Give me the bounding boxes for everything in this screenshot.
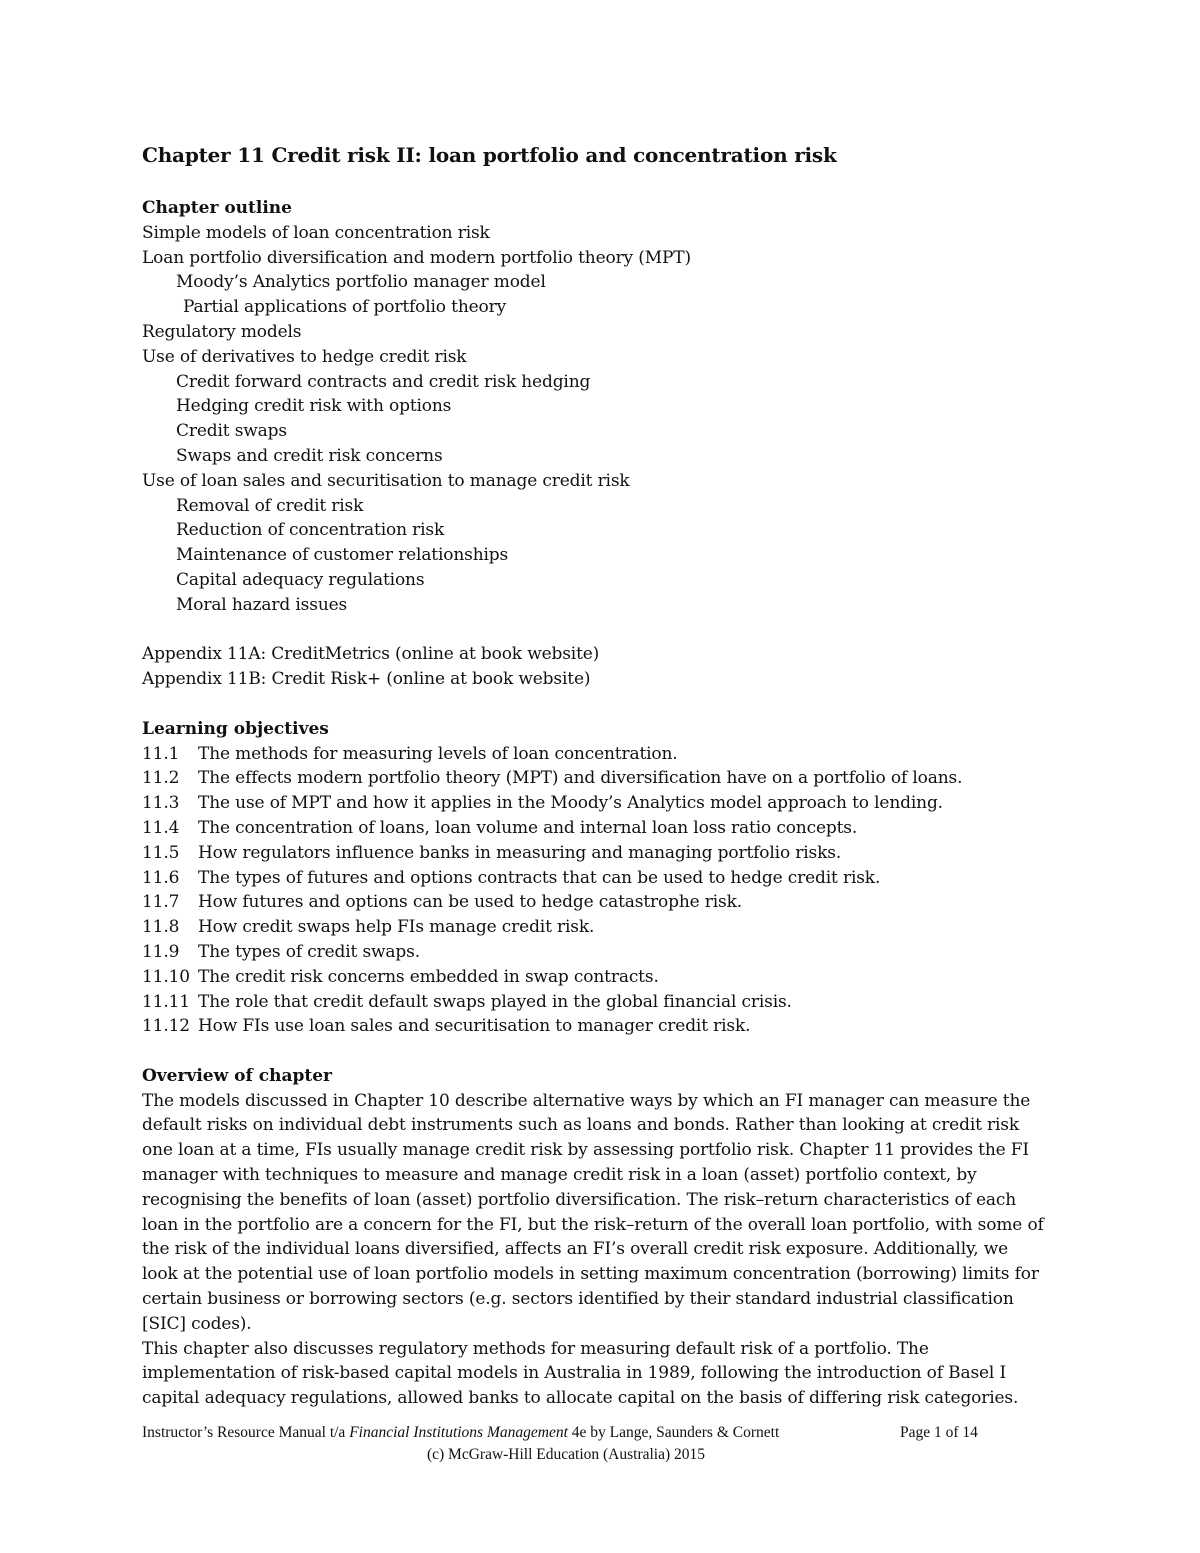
outline-item: Capital adequacy regulations [176, 569, 425, 590]
spacer [142, 618, 1072, 643]
outline-list [142, 221, 1072, 618]
objective-number: 11.12 [142, 1016, 190, 1037]
appendix-list [142, 642, 1072, 692]
overview-line: capital adequacy regulations, allowed banks to allocate capital on the basis of differing risk categories. [142, 1388, 1019, 1409]
overview-line: default risks on individual debt instruments such as loans and bonds. Rather than looking at credit risk [142, 1115, 1020, 1136]
objective-text: How FIs use loan sales and securitisation to manager credit risk. [198, 1016, 751, 1037]
objective-text: The credit risk concerns embedded in swap contracts. [198, 966, 659, 987]
objective-text: How credit swaps help FIs manage credit risk. [198, 917, 595, 938]
objective-number: 11.7 [142, 892, 180, 913]
document-page [142, 140, 1072, 1411]
footer-book-title: Financial Institutions Management [349, 1424, 568, 1441]
outline-item: Reduction of concentration risk [176, 520, 445, 541]
objectives-heading: Learning objectives [142, 718, 329, 739]
overview-heading: Overview of chapter [142, 1065, 332, 1086]
objective-row [142, 915, 1072, 940]
overview-line: This chapter also discusses regulatory methods for measuring default risk of a portfolio. The [142, 1338, 929, 1359]
spacer [142, 692, 1072, 717]
outline-item: Maintenance of customer relationships [176, 545, 509, 566]
outline-item: Regulatory models [142, 321, 302, 342]
objective-text: The effects modern portfolio theory (MPT) and diversification have on a portfolio of loans. [198, 768, 963, 789]
objective-text: How regulators influence banks in measuring and managing portfolio risks. [198, 842, 842, 863]
appendix-item: Appendix 11A: CreditMetrics (online at book website) [142, 644, 600, 665]
overview-line: recognising the benefits of loan (asset) portfolio diversification. The risk–return characteristics of each [142, 1189, 1017, 1210]
footer-copyright: (c) McGraw-Hill Education (Australia) 2015 [426, 1446, 706, 1463]
outline-item: Swaps and credit risk concerns [176, 445, 443, 466]
overview-line: loan in the portfolio are a concern for the FI, but the risk–return of the overall loan portfolio, with some of [142, 1214, 1044, 1235]
objective-number: 11.9 [142, 941, 180, 962]
overview-line: manager with techniques to measure and manage credit risk in a loan (asset) portfolio context, by [142, 1165, 977, 1186]
objective-text: The concentration of loans, loan volume and internal loan loss ratio concepts. [198, 817, 858, 838]
objective-text: The types of futures and options contracts that can be used to hedge credit risk. [198, 867, 881, 888]
outline-item: Removal of credit risk [176, 495, 364, 516]
objective-number: 11.5 [142, 842, 180, 863]
objective-number: 11.4 [142, 817, 180, 838]
objective-row [142, 1014, 1072, 1039]
objective-number: 11.3 [142, 793, 180, 814]
outline-item: Partial applications of portfolio theory [183, 297, 507, 318]
objective-row [142, 965, 1072, 990]
objectives-list [142, 742, 1072, 1040]
objective-number: 11.8 [142, 917, 180, 938]
outline-heading: Chapter outline [142, 198, 292, 218]
footer-manual-suffix: 4e by Lange, Saunders & Cornett [567, 1424, 780, 1441]
outline-item: Use of derivatives to hedge credit risk [142, 346, 467, 367]
appendix-item: Appendix 11B: Credit Risk+ (online at book website) [142, 669, 591, 690]
outline-item: Use of loan sales and securitisation to manage credit risk [142, 470, 630, 491]
outline-item: Credit forward contracts and credit risk hedging [176, 371, 591, 392]
objective-row [142, 742, 1072, 767]
objective-text: The role that credit default swaps played in the global financial crisis. [198, 991, 792, 1012]
objective-text: How futures and options can be used to hedge catastrophe risk. [198, 892, 743, 913]
outline-item: Moody’s Analytics portfolio manager model [176, 272, 546, 293]
objective-row [142, 890, 1072, 915]
objective-text: The use of MPT and how it applies in the Moody’s Analytics model approach to lending. [198, 793, 943, 814]
objective-number: 11.6 [142, 867, 180, 888]
objective-number: 11.1 [142, 743, 180, 764]
objective-row [142, 990, 1072, 1015]
objective-row [142, 816, 1072, 841]
outline-item: Credit swaps [176, 421, 287, 442]
spacer [142, 1039, 1072, 1064]
overview-line: one loan at a time, FIs usually manage credit risk by assessing portfolio risk. Chapter 11 provides the FI [142, 1140, 1030, 1161]
objective-row [142, 866, 1072, 891]
objective-number: 11.10 [142, 966, 190, 987]
outline-item: Simple models of loan concentration risk [142, 222, 490, 243]
objective-text: The types of credit swaps. [198, 941, 420, 962]
outline-item: Moral hazard issues [176, 594, 348, 615]
objective-row [142, 766, 1072, 791]
overview-line: certain business or borrowing sectors (e.g. sectors identified by their standard industrial classification [142, 1289, 1014, 1310]
chapter-title: Chapter 11 Credit risk II: loan portfolio and concentration risk [142, 143, 837, 167]
objective-row [142, 791, 1072, 816]
footer-page-number: Page 1 of 14 [900, 1424, 978, 1441]
overview-line: The models discussed in Chapter 10 describe alternative ways by which an FI manager can measure the [142, 1090, 1031, 1111]
footer-manual-credit [142, 1423, 779, 1443]
overview-paragraphs [142, 1089, 1072, 1411]
objective-text: The methods for measuring levels of loan concentration. [198, 743, 678, 764]
overview-line: implementation of risk-based capital models in Australia in 1989, following the introduction of Basel I [142, 1363, 1007, 1384]
objective-number: 11.2 [142, 768, 180, 789]
overview-line: the risk of the individual loans diversified, affects an FI’s overall credit risk exposure. Additionally, we [142, 1239, 1009, 1260]
outline-item: Loan portfolio diversification and modern portfolio theory (MPT) [142, 247, 691, 268]
overview-line: look at the potential use of loan portfolio models in setting maximum concentration (borrowing) limits for [142, 1264, 1039, 1285]
overview-line: [SIC] codes). [142, 1313, 252, 1334]
objective-row [142, 940, 1072, 965]
outline-item: Hedging credit risk with options [176, 396, 452, 417]
footer-manual-prefix: Instructor’s Resource Manual t/a [142, 1424, 350, 1441]
objective-number: 11.11 [142, 991, 190, 1012]
objective-row [142, 841, 1072, 866]
